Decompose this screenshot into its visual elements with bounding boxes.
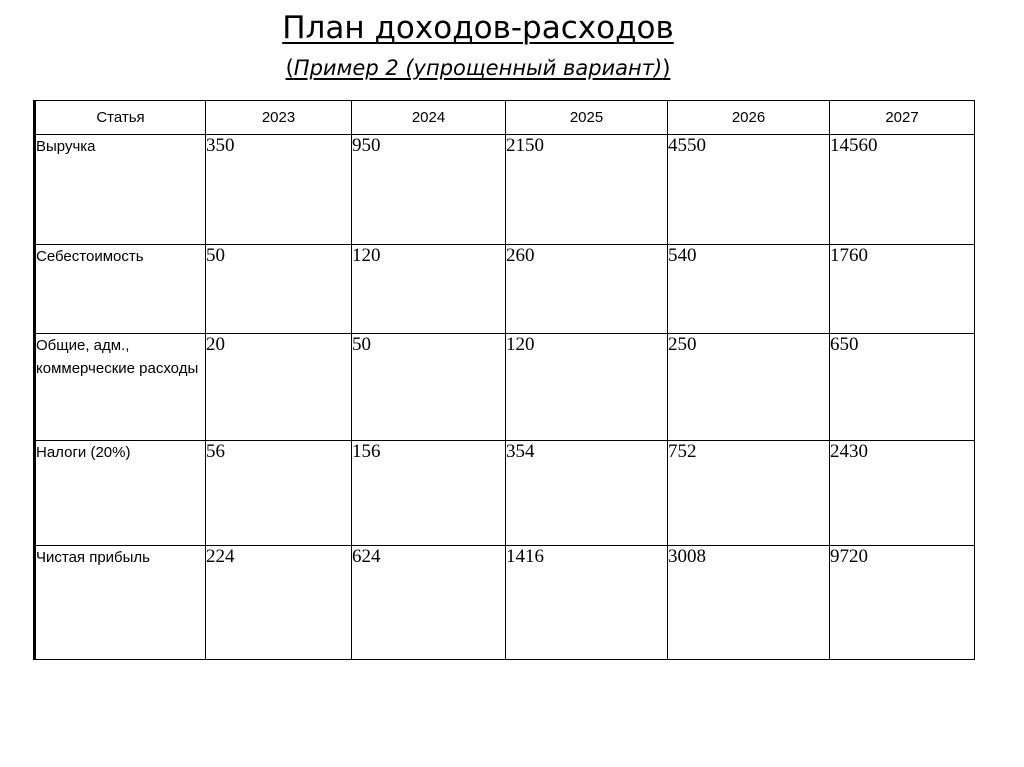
table-cell: 752	[668, 441, 830, 546]
table-cell: 250	[668, 334, 830, 441]
table-cell: 540	[668, 245, 830, 334]
row-label: Чистая прибыль	[35, 546, 206, 660]
table-cell: 224	[206, 546, 352, 660]
column-header-2025: 2025	[506, 101, 668, 135]
table-cell: 20	[206, 334, 352, 441]
subtitle-text: Пример 2 (упрощенный вариант)	[293, 56, 663, 80]
column-header-item: Статья	[35, 101, 206, 135]
column-header-2027: 2027	[830, 101, 975, 135]
table-row	[35, 245, 975, 334]
table-row	[35, 441, 975, 546]
table-cell: 56	[206, 441, 352, 546]
table-cell: 1760	[830, 245, 975, 334]
row-label: Выручка	[35, 135, 206, 245]
table-cell: 354	[506, 441, 668, 546]
subtitle-close-paren: )	[662, 56, 671, 80]
row-label: Общие, адм., коммерческие расходы	[35, 334, 206, 441]
table-row	[35, 334, 975, 441]
table-row	[35, 546, 975, 660]
table-cell: 156	[352, 441, 506, 546]
table-cell: 624	[352, 546, 506, 660]
table-cell: 2430	[830, 441, 975, 546]
table-cell: 50	[352, 334, 506, 441]
table-cell: 1416	[506, 546, 668, 660]
table-cell: 14560	[830, 135, 975, 245]
table-header-row	[35, 101, 975, 135]
table-cell: 950	[352, 135, 506, 245]
page-subtitle	[0, 56, 956, 80]
table-cell: 350	[206, 135, 352, 245]
table-cell: 4550	[668, 135, 830, 245]
table-cell: 50	[206, 245, 352, 334]
column-header-2024: 2024	[352, 101, 506, 135]
income-expense-table	[33, 100, 975, 660]
table-cell: 120	[352, 245, 506, 334]
table-cell: 260	[506, 245, 668, 334]
table-cell: 120	[506, 334, 668, 441]
table-cell: 9720	[830, 546, 975, 660]
table-cell: 3008	[668, 546, 830, 660]
page-title: План доходов-расходов	[282, 10, 674, 46]
table-cell: 2150	[506, 135, 668, 245]
column-header-2023: 2023	[206, 101, 352, 135]
row-label: Налоги (20%)	[35, 441, 206, 546]
table-cell: 650	[830, 334, 975, 441]
subtitle-open-paren: (	[285, 56, 294, 80]
column-header-2026: 2026	[668, 101, 830, 135]
table-row	[35, 135, 975, 245]
row-label: Себестоимость	[35, 245, 206, 334]
